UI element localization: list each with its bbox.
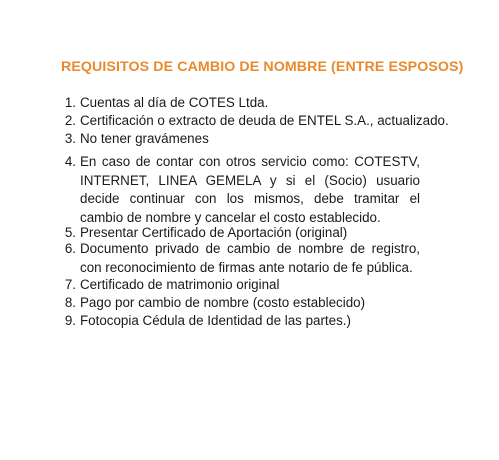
list-item [56, 294, 436, 313]
item-number: 5. [64, 225, 76, 240]
item-text: No tener gravámenes [80, 131, 209, 146]
item-text: Pago por cambio de nombre (costo establecido) [80, 295, 366, 310]
item-number: 4. [64, 154, 76, 169]
list-item [56, 153, 436, 227]
list-item [56, 276, 436, 295]
item-number: 2. [64, 113, 76, 128]
list-item [56, 112, 449, 131]
item-text: Certificación o extracto de deuda de ENTEL S.A., actualizado. [80, 113, 449, 128]
item-number: 8. [64, 295, 76, 310]
item-text: Fotocopia Cédula de Identidad de las partes.) [80, 313, 351, 328]
item-text: Documento privado de cambio de nombre de registro, con reconocimiento de firmas ante notario de fe pública. [80, 241, 420, 275]
document-title: REQUISITOS DE CAMBIO DE NOMBRE (ENTRE ESPOSOS) [61, 59, 464, 75]
item-number: 7. [64, 277, 76, 292]
list-item [56, 94, 436, 113]
list-item [56, 130, 436, 149]
list-item [56, 240, 436, 277]
item-text: Presentar Certificado de Aportación (original) [80, 225, 348, 240]
item-number: 9. [64, 313, 76, 328]
item-text: En caso de contar con otros servicio como: COTESTV, INTERNET, LINEA GEMELA y si el (Socio) usuario decide continuar con los mismos, debe tramitar el cambio de nombre y cancelar el costo establecido. [80, 154, 420, 225]
item-number: 3. [64, 131, 76, 146]
item-number: 6. [64, 241, 76, 256]
item-number: 1. [64, 95, 76, 110]
item-text: Cuentas al día de COTES Ltda. [80, 95, 269, 110]
item-text: Certificado de matrimonio original [80, 277, 280, 292]
list-item [56, 312, 436, 331]
